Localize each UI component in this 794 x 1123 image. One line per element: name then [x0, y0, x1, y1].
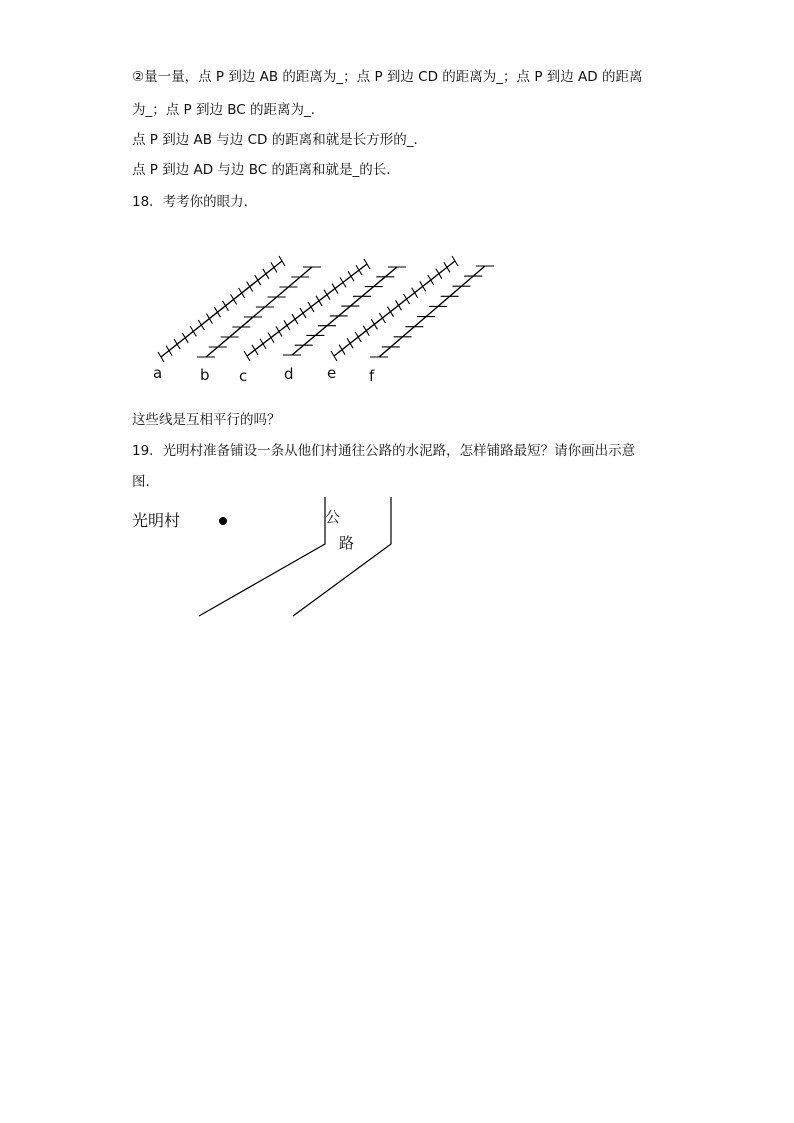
q18-question: 这些线是互相平行的吗？: [132, 412, 281, 428]
q19-line-2: 图．: [132, 474, 159, 490]
road-left-edge: [199, 497, 325, 616]
label-c: c: [239, 367, 248, 385]
q19-line-1: 19．光明村准备铺设一条从他们村通往公路的水泥路，怎样铺路最短？请你画出示意: [132, 443, 636, 459]
label-a: a: [153, 364, 163, 382]
road-right-edge: [293, 497, 391, 616]
village-label: 光明村: [132, 511, 181, 530]
road-label-char-1: 公: [325, 508, 341, 526]
q18-title: 18．考考你的眼力．: [132, 194, 258, 210]
road-label-char-2: 路: [339, 534, 355, 552]
label-f: f: [369, 367, 375, 385]
q17-line-4: 点 P 到边 AD 与边 BC 的距离和就是_的长．: [132, 162, 400, 178]
label-b: b: [200, 366, 210, 384]
label-e: e: [327, 364, 337, 382]
q17-line-1: ②量一量，点 P 到边 AB 的距离为_；点 P 到边 CD 的距离为_；点 P 到边 AD 的距离: [132, 69, 643, 85]
village-dot: [219, 517, 227, 525]
label-d: d: [284, 365, 294, 383]
q17-line-2: 为_；点 P 到边 BC 的距离为_．: [132, 102, 325, 118]
q17-line-3: 点 P 到边 AB 与边 CD 的距离和就是长方形的_．: [132, 132, 427, 148]
